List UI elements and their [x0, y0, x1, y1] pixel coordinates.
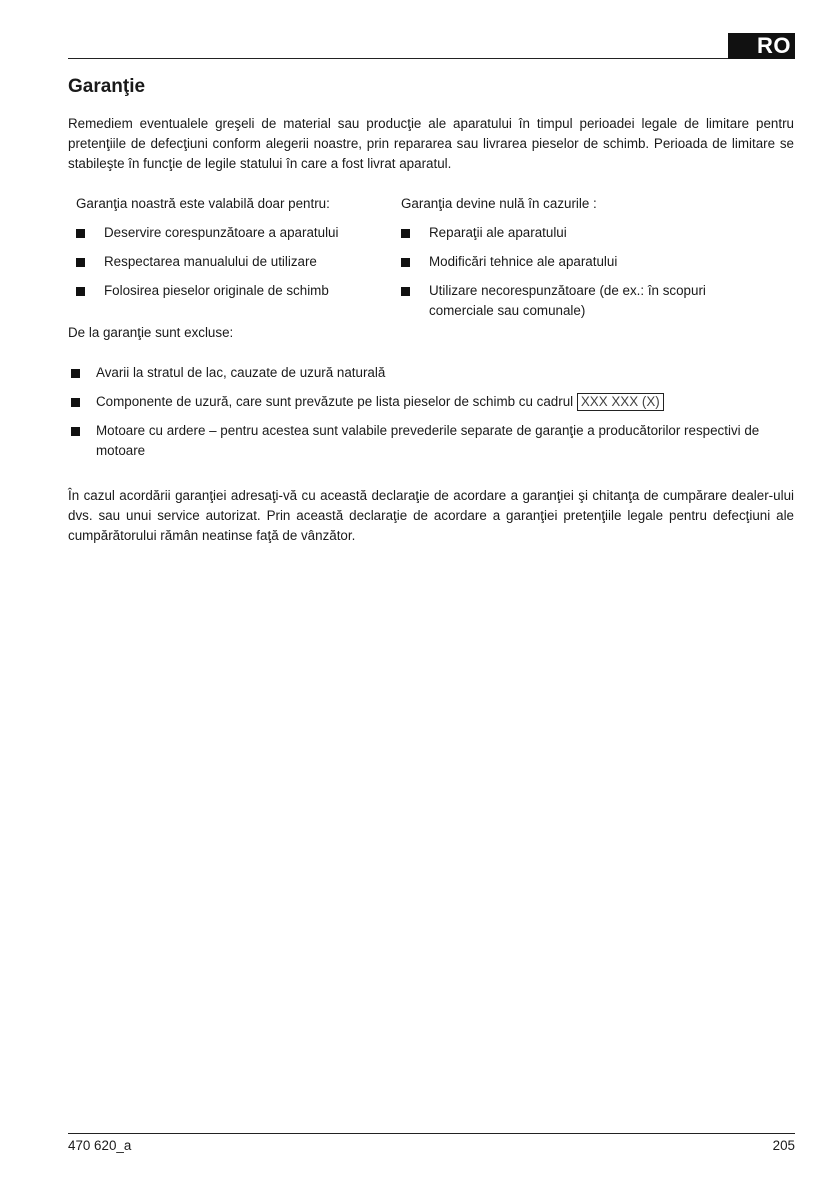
page-title: Garanţie: [68, 76, 146, 97]
exclusions-list: [68, 363, 794, 470]
list-item: Respectarea manualului de utilizare: [76, 252, 386, 272]
closing-paragraph: În cazul acordării garanţiei adresaţi-vă cu această declaraţie de acordare a garanţiei şi chitanţa de cumpărare dealer-ului dvs. sau unui service autorizat. Prin această declaraţie de acordare a garanţiei pretenţiile legale pentru defecţiuni ale cumpărătorului rămân neatinse faţă de vânzător.: [68, 488, 794, 543]
valid-heading: Garanţia noastră este valabilă doar pentru:: [76, 196, 330, 211]
list-item: Reparaţii ale aparatului: [401, 223, 731, 243]
valid-list: [76, 223, 386, 301]
warranty-valid-column: [76, 194, 386, 310]
footer-divider: [68, 1133, 795, 1134]
language-badge: RO: [728, 33, 795, 59]
list-item: Utilizare necorespunzătoare (de ex.: în scopuri comerciale sau comunale): [401, 281, 731, 321]
void-heading: Garanţia devine nulă în cazurile :: [401, 196, 597, 211]
bullet-square-icon: [76, 287, 85, 296]
list-item: Componente de uzură, care sunt prevăzute pe lista pieselor de schimb cu cadrul XXX XXX (X): [68, 392, 794, 412]
list-item: Modificări tehnice ale aparatului: [401, 252, 731, 272]
header-divider: [68, 58, 728, 59]
intro-paragraph: Remediem eventualele greşeli de material sau producţie ale aparatului în timpul perioadei legale de limitare pentru pretenţiile de defecţiuni conform alegerii noastre, prin repararea sau livrarea pieselor de schimb. Perioada de limitare se stabileşte în funcţie de legile statului în care a fost livrat aparatul.: [68, 116, 794, 171]
bullet-square-icon: [71, 398, 80, 407]
list-item: Motoare cu ardere – pentru acestea sunt valabile prevederile separate de garanţie a producătorilor respectivi de motoare: [68, 421, 794, 461]
bullet-square-icon: [401, 229, 410, 238]
bullet-square-icon: [401, 258, 410, 267]
list-item: Folosirea pieselor originale de schimb: [76, 281, 386, 301]
part-number-box: XXX XXX (X): [577, 393, 664, 411]
list-item: Avarii la stratul de lac, cauzate de uzură naturală: [68, 363, 794, 383]
warranty-void-column: [401, 194, 731, 330]
document-code: 470 620_a: [68, 1138, 132, 1153]
exclusions-heading: De la garanţie sunt excluse:: [68, 325, 234, 340]
bullet-square-icon: [401, 287, 410, 296]
bullet-square-icon: [71, 369, 80, 378]
bullet-square-icon: [76, 258, 85, 267]
page-number: 205: [772, 1138, 795, 1153]
list-item: Deservire corespunzătoare a aparatului: [76, 223, 386, 243]
bullet-square-icon: [76, 229, 85, 238]
void-list: [401, 223, 731, 321]
bullet-square-icon: [71, 427, 80, 436]
